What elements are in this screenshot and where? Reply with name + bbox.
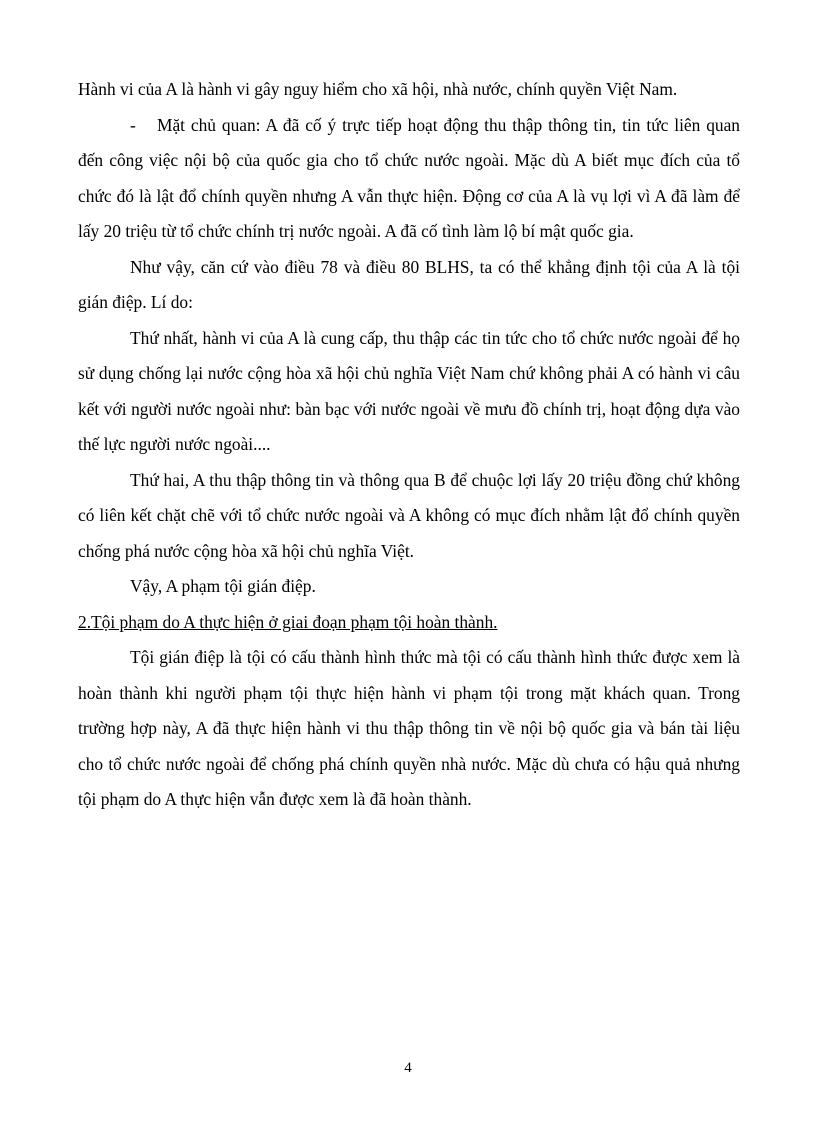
paragraph-5: Thứ hai, A thu thập thông tin và thông qua B để chuộc lợi lấy 20 triệu đồng chứ không có liên kết chặt chẽ với tổ chức nước ngoài và A không có mục đích nhằm lật đổ chính quyền chống phá nước cộng hòa xã hội chủ nghĩa Việt. (78, 469, 740, 561)
paragraph-6: Vậy, A phạm tội gián điệp. (130, 576, 316, 596)
paragraph-3: Như vậy, căn cứ vào điều 78 và điều 80 BLHS, ta có thể khẳng định tội của A là tội gián điệp. Lí do: (78, 256, 740, 312)
paragraph-2-text: Mặt chủ quan: A đã cố ý trực tiếp hoạt động thu thập thông tin, tin tức liên quan đến công việc nội bộ của quốc gia cho tổ chức nước ngoài. Mặc dù A biết mục đích của tổ chức đó là lật đổ chính quyền nhưng A vẫn thực hiện. Động cơ của A là vụ lợi vì A đã làm để lấy 20 triệu từ tổ chức chính trị nước ngoài. A đã cố tình làm lộ bí mật quốc gia. (78, 114, 740, 241)
paragraph-7: Tội gián điệp là tội có cấu thành hình thức mà tội có cấu thành hình thức được xem là hoàn thành khi người phạm tội thực hiện hành vi phạm tội trong mặt khách quan. Trong trường hợp này, A đã thực hiện hành vi thu thập thông tin về nội bộ quốc gia và bán tài liệu cho tổ chức nước ngoài để chống phá chính quyền nhà nước. Mặc dù chưa có hậu quả nhưng tội phạm do A thực hiện vẫn được xem là đã hoàn thành. (78, 647, 740, 809)
paragraph-2 (78, 108, 740, 250)
paragraph-1: Hành vi của A là hành vi gây nguy hiểm cho xã hội, nhà nước, chính quyền Việt Nam. (78, 79, 678, 99)
page-number: 4 (404, 1060, 412, 1076)
section-heading: 2.Tội phạm do A thực hiện ở giai đoạn phạm tội hoàn thành. (78, 611, 498, 632)
document-page (78, 72, 740, 818)
list-dash: - (130, 114, 136, 135)
paragraph-4: Thứ nhất, hành vi của A là cung cấp, thu thập các tin tức cho tổ chức nước ngoài để họ sử dụng chống lại nước cộng hòa xã hội chủ nghĩa Việt Nam chứ không phải A có hành vi câu kết với người nước ngoài như: bàn bạc với nước ngoài về mưu đồ chính trị, hoạt động dựa vào thế lực người nước ngoài.... (78, 327, 740, 454)
